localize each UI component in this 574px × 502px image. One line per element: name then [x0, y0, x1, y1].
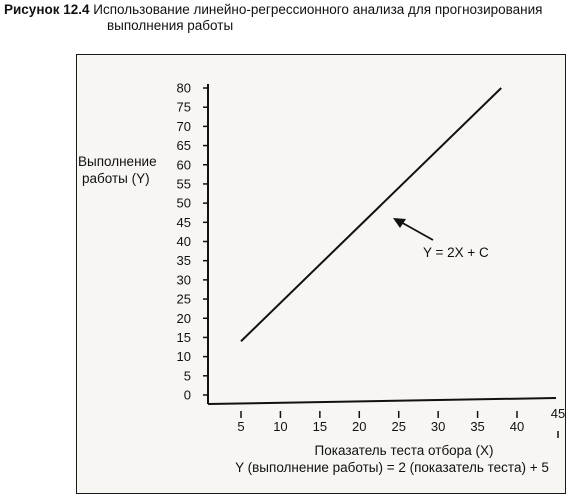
y-tick-label: 55 — [176, 176, 191, 192]
y-tick-label: 80 — [176, 80, 191, 96]
y-tick-label: 45 — [176, 214, 191, 230]
y-tick-label: 75 — [176, 99, 191, 115]
annotation-arrow — [393, 218, 433, 240]
y-tick-label: 50 — [176, 195, 191, 211]
y-axis-label-line2: работы (Y) — [82, 171, 150, 186]
x-axis-line — [208, 398, 556, 404]
figure-number: Рисунок 12.4 — [4, 2, 90, 17]
x-tick-label: 45 — [550, 406, 566, 421]
x-axis-label: Показатель теста отбора (X) — [314, 443, 494, 458]
figure-title-line2: выполнения работы — [107, 18, 234, 33]
y-tick-label: 35 — [176, 253, 191, 269]
y-tick-label: 0 — [183, 387, 191, 403]
y-axis-label-line1: Выполнение — [78, 154, 157, 169]
y-tick-label: 65 — [176, 138, 191, 154]
equation-annotation: Y = 2X + C — [423, 245, 489, 260]
y-axis-ticks — [177, 81, 208, 403]
regression-formula: Y (выполнение работы) = 2 (показатель теста) + 5 — [235, 460, 549, 475]
x-tick-label: 5 — [237, 419, 245, 434]
x-tick-label: 35 — [470, 419, 485, 434]
x-tick-label: 30 — [430, 419, 446, 434]
annotation-arrow-shaft — [399, 221, 433, 240]
x-axis-ticks — [237, 406, 565, 438]
y-tick-label: 25 — [176, 291, 191, 307]
y-tick-label: 10 — [176, 349, 191, 365]
regression-line — [241, 88, 501, 341]
x-tick-label: 20 — [352, 419, 367, 434]
y-tick-label: 60 — [176, 157, 191, 173]
x-tick-label: 25 — [391, 419, 406, 434]
y-tick-label: 20 — [176, 310, 191, 326]
y-tick-label: 70 — [176, 118, 191, 134]
y-tick-label: 15 — [176, 329, 191, 345]
figure-title-line1: Использование линейно-регрессионного анализа для прогнозирования — [93, 2, 543, 17]
x-tick-label: 40 — [509, 419, 525, 434]
y-tick-label: 5 — [183, 368, 191, 384]
x-tick-label: 15 — [312, 419, 328, 434]
y-tick-label: 40 — [176, 234, 191, 249]
x-tick-label: 10 — [273, 419, 288, 434]
y-tick-label: 30 — [176, 272, 191, 288]
